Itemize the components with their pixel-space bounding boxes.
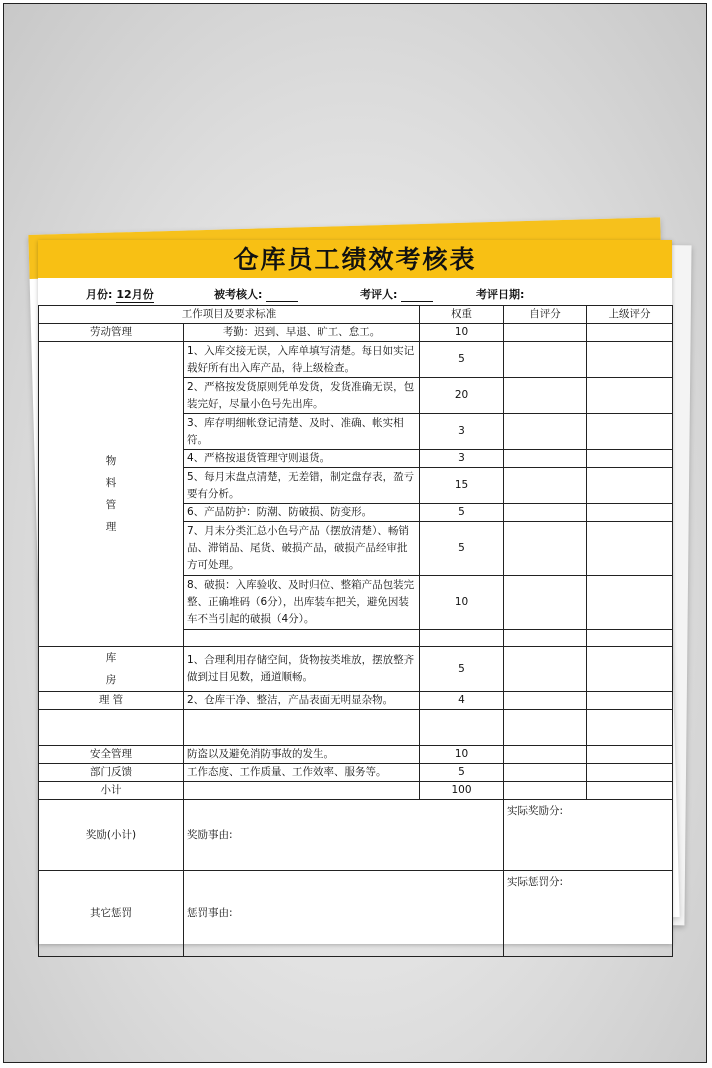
- table-row: [39, 764, 673, 782]
- self-score-cell[interactable]: [504, 647, 587, 692]
- score-table: [38, 305, 673, 957]
- header-self-score: 自评分: [504, 306, 587, 324]
- self-score-cell[interactable]: [504, 782, 587, 800]
- row-text: 考勤：迟到、早退、旷工、怠工。: [184, 324, 420, 342]
- section-subtotal: 小计: [39, 782, 184, 800]
- supervisor-score-cell[interactable]: [587, 468, 673, 504]
- row-weight: 5: [420, 647, 504, 692]
- self-score-cell[interactable]: [504, 324, 587, 342]
- assessor-field: [360, 286, 433, 302]
- self-score-cell[interactable]: [504, 414, 587, 450]
- row-weight: 3: [420, 414, 504, 450]
- section-feedback: 部门反馈: [39, 764, 184, 782]
- section-penalty: 其它惩罚: [39, 871, 184, 957]
- row-text: 2、仓库干净、整洁，产品表面无明显杂物。: [184, 692, 420, 710]
- self-score-cell[interactable]: [504, 342, 587, 378]
- section-char: 料: [105, 477, 117, 489]
- row-text: 8、破损：入库验收、及时归位、整箱产品包装完整、正确堆码（6分），出库装车把关，避免因装车不当引起的破损（4分）。: [184, 576, 420, 630]
- section-char: 管: [105, 499, 117, 511]
- subtotal-row: [39, 782, 673, 800]
- self-score-cell[interactable]: [504, 468, 587, 504]
- row-text: 6、产品防护：防潮、防破损、防变形。: [184, 504, 420, 522]
- row-text: 工作态度、工作质量、工作效率、服务等。: [184, 764, 420, 782]
- header-weight: 权重: [420, 306, 504, 324]
- self-score-cell[interactable]: [504, 576, 587, 630]
- blank-text-cell[interactable]: [184, 710, 420, 746]
- supervisor-score-cell[interactable]: [587, 450, 673, 468]
- row-weight: 5: [420, 504, 504, 522]
- table-row: [39, 692, 673, 710]
- supervisor-score-cell[interactable]: [587, 647, 673, 692]
- section-warehouse-manage: 理 管: [39, 692, 184, 710]
- supervisor-score-cell[interactable]: [587, 378, 673, 414]
- self-score-cell[interactable]: [504, 450, 587, 468]
- row-text: 3、库存明细帐登记清楚、及时、准确、帐实相符。: [184, 414, 420, 450]
- row-text: 4、严格按退货管理守则退货。: [184, 450, 420, 468]
- row-weight: 10: [420, 324, 504, 342]
- subtotal-text-cell: [184, 782, 420, 800]
- row-weight: 3: [420, 450, 504, 468]
- table-row: [39, 647, 673, 692]
- section-warehouse: [39, 647, 184, 692]
- section-char: 物: [105, 455, 117, 467]
- supervisor-score-cell[interactable]: [587, 764, 673, 782]
- supervisor-score-cell[interactable]: [587, 710, 673, 746]
- section-char: 库: [105, 652, 117, 664]
- section-char: 房: [105, 674, 117, 686]
- month-value[interactable]: 12月份: [116, 288, 154, 301]
- row-text: 防盗以及避免消防事故的发生。: [184, 746, 420, 764]
- row-text: 1、合理利用存储空间，货物按类堆放，摆放整齐做到过目见数，通道顺畅。: [184, 647, 420, 692]
- blank-section-cell: [39, 710, 184, 746]
- row-text: 2、严格按发货原则凭单发货，发货准确无误，包装完好，尽量小色号先出库。: [184, 378, 420, 414]
- supervisor-score-cell[interactable]: [587, 782, 673, 800]
- supervisor-score-cell[interactable]: [587, 692, 673, 710]
- table-row: [39, 324, 673, 342]
- assessee-blank[interactable]: [266, 288, 298, 302]
- month-field: [86, 286, 154, 303]
- supervisor-score-cell[interactable]: [587, 746, 673, 764]
- subtotal-weight: 100: [420, 782, 504, 800]
- assessee-label: 被考核人:: [214, 288, 263, 301]
- penalty-actual[interactable]: 实际惩罚分:: [504, 871, 673, 957]
- reward-actual[interactable]: 实际奖励分:: [504, 800, 673, 871]
- blank-weight-cell[interactable]: [420, 630, 504, 647]
- month-label: 月份:: [86, 288, 113, 301]
- supervisor-score-cell[interactable]: [587, 576, 673, 630]
- reward-row: [39, 800, 673, 871]
- section-attendance: 劳动管理: [39, 324, 184, 342]
- section-reward: 奖励(小计): [39, 800, 184, 871]
- reward-reason[interactable]: 奖励事由:: [184, 800, 504, 871]
- row-weight: 20: [420, 378, 504, 414]
- row-weight: 4: [420, 692, 504, 710]
- assessor-blank[interactable]: [401, 288, 433, 302]
- self-score-cell[interactable]: [504, 710, 587, 746]
- row-text: 5、每月末盘点清楚，无差错，制定盘存表，盈亏要有分析。: [184, 468, 420, 504]
- row-weight: 5: [420, 764, 504, 782]
- form-title: 仓库员工绩效考核表: [233, 245, 477, 274]
- header-supervisor-score: 上级评分: [587, 306, 673, 324]
- self-score-cell[interactable]: [504, 504, 587, 522]
- self-score-cell[interactable]: [504, 378, 587, 414]
- supervisor-score-cell[interactable]: [587, 324, 673, 342]
- section-char: 理: [105, 521, 117, 533]
- row-text: 7、月末分类汇总小色号产品（摆放清楚）、畅销品、滞销品、尾货、破损产品，破损产品经审批方可处理。: [184, 522, 420, 576]
- supervisor-score-cell[interactable]: [587, 414, 673, 450]
- row-weight: 5: [420, 522, 504, 576]
- self-score-cell[interactable]: [504, 692, 587, 710]
- date-field: [476, 286, 524, 302]
- header-item: 工作项目及要求标准: [39, 306, 420, 324]
- table-row: [39, 746, 673, 764]
- table-row: [39, 342, 673, 378]
- row-weight: 5: [420, 342, 504, 378]
- blank-text-cell[interactable]: [184, 630, 420, 647]
- supervisor-score-cell[interactable]: [587, 630, 673, 647]
- supervisor-score-cell[interactable]: [587, 504, 673, 522]
- self-score-cell[interactable]: [504, 764, 587, 782]
- self-score-cell[interactable]: [504, 630, 587, 647]
- self-score-cell[interactable]: [504, 522, 587, 576]
- assessee-field: [214, 286, 298, 302]
- row-weight: 10: [420, 576, 504, 630]
- penalty-reason[interactable]: 惩罚事由:: [184, 871, 504, 957]
- date-label: 考评日期:: [476, 288, 525, 301]
- assessor-label: 考评人:: [360, 288, 398, 301]
- row-text: 1、入库交接无误，入库单填写清楚。每日如实记载好所有出入库产品，待上级检查。: [184, 342, 420, 378]
- blank-weight-cell[interactable]: [420, 710, 504, 746]
- row-weight: 15: [420, 468, 504, 504]
- evaluation-form: [38, 240, 672, 944]
- table-row: [39, 710, 673, 746]
- penalty-row: [39, 871, 673, 957]
- row-weight: 10: [420, 746, 504, 764]
- section-safety: 安全管理: [39, 746, 184, 764]
- supervisor-score-cell[interactable]: [587, 522, 673, 576]
- header-row: [39, 306, 673, 324]
- self-score-cell[interactable]: [504, 746, 587, 764]
- supervisor-score-cell[interactable]: [587, 342, 673, 378]
- section-materials: [39, 342, 184, 647]
